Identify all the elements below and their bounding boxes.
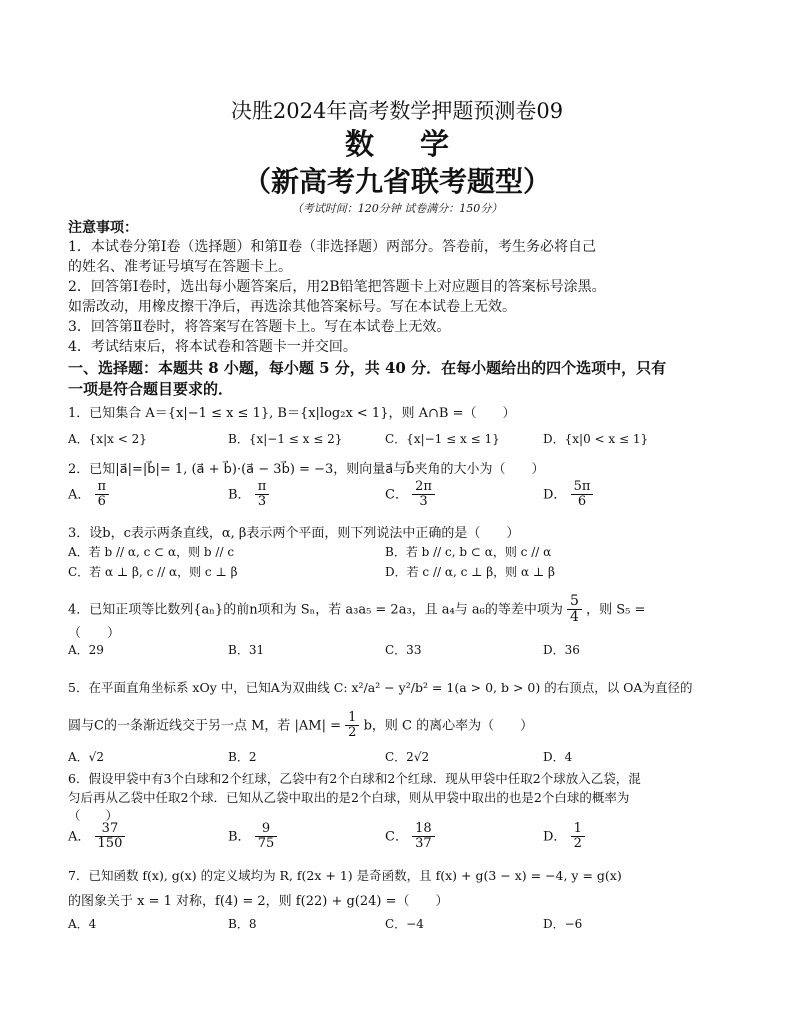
- section-heading-line2: 一项是符合题目要求的．: [68, 380, 234, 398]
- note-1a: 1．本试卷分第Ⅰ卷（选择题）和第Ⅱ卷（非选择题）两部分。答卷前，考生务必将自己: [68, 239, 596, 255]
- q5-option-c: C．2√2: [385, 750, 430, 764]
- q6-a-num: 37: [95, 822, 126, 837]
- note-3: 3．回答第Ⅱ卷时，将答案写在答题卡上。写在本试卷上无效。: [68, 319, 451, 335]
- q6-d-label: D．: [543, 829, 567, 845]
- q6-stem-a: 6．假设甲袋中有3个白球和2个红球，乙袋中有2个白球和2个红球．现从甲袋中任取2个球放入乙袋，混: [68, 771, 641, 786]
- q2-c-fraction: [412, 480, 435, 510]
- q6-b-fraction: [255, 822, 278, 852]
- q5-frac-den: 2: [348, 725, 357, 741]
- q2-a-num: π: [95, 480, 110, 495]
- exam-subtitle: （新高考九省联考题型）: [242, 165, 551, 198]
- q2-option-d: [543, 480, 593, 510]
- q6-option-a: [68, 822, 125, 852]
- q4-frac-num: 5: [567, 594, 582, 610]
- q7-option-b: B．8: [228, 917, 257, 931]
- q6-b-den: 75: [257, 836, 275, 852]
- subject-title: 数 学: [344, 127, 468, 161]
- q2-c-den: 3: [419, 494, 428, 510]
- q2-d-label: D．: [543, 487, 567, 503]
- q5-stem-b2: b，则 C 的离心率为（ ）: [363, 718, 534, 734]
- section-heading-line1: 一、选择题：本题共 8 小题，每小题 5 分，共 40 分．在每小题给出的四个选项中，只有: [68, 359, 667, 377]
- q2-option-c: [385, 480, 435, 510]
- q6-stem-c: （ ）: [68, 808, 119, 823]
- q2-a-den: 6: [97, 494, 106, 510]
- q7-stem-a: 7．已知函数 f(x), g(x) 的定义域均为 R, f(2x + 1) 是奇函数，且 f(x) + g(3 − x) = −4, y = g(x): [68, 868, 622, 883]
- q6-option-d: [543, 822, 585, 852]
- q3-option-d: D．若 c // α, c ⊥ β，则 α ⊥ β: [385, 565, 555, 579]
- q6-b-label: B．: [228, 829, 251, 845]
- q6-b-num: 9: [255, 822, 278, 837]
- q4-fraction: [567, 594, 582, 626]
- q3-option-a: A．若 b // α, c ⊂ α，则 b // c: [68, 545, 235, 559]
- q5-stem-b1: 圆与C的一条渐近线交于另一点 M，若 |AM| =: [68, 718, 342, 734]
- q1-stem: 1．已知集合 A＝{x|−1 ≤ x ≤ 1}, B＝{x|log₂x < 1}，则 A∩B =（ ）: [68, 406, 516, 421]
- q3-option-c: C．若 α ⊥ β, c // α，则 c ⊥ β: [68, 565, 238, 579]
- q4-option-b: B．31: [228, 643, 265, 657]
- q2-option-b: [228, 480, 269, 510]
- exam-info: （考试时间：120分钟 试卷满分：150分）: [291, 202, 503, 215]
- q7-stem-b: 的图象关于 x = 1 对称，f(4) = 2，则 f(22) + g(24) =（ ）: [68, 894, 449, 909]
- q2-b-den: 3: [257, 494, 267, 510]
- q3-stem: 3．设b，c表示两条直线，α, β表示两个平面，则下列说法中正确的是（ ）: [68, 526, 520, 541]
- q6-c-num: 18: [412, 822, 435, 837]
- q6-c-label: C．: [385, 829, 408, 845]
- q6-a-label: A．: [68, 829, 91, 845]
- q6-option-c: [385, 822, 435, 852]
- q2-option-a: [68, 480, 109, 510]
- q2-b-label: B．: [228, 487, 251, 503]
- q5-stem-b: [68, 711, 533, 741]
- q1-option-a: A．{x|x < 2}: [68, 432, 147, 446]
- q6-a-fraction: [95, 822, 126, 852]
- q2-b-num: π: [255, 480, 270, 495]
- q2-b-fraction: [255, 480, 270, 510]
- note-4: 4．考试结束后，将本试卷和答题卡一并交回。: [68, 339, 357, 355]
- q2-d-fraction: [571, 480, 594, 510]
- q5-frac-num: 1: [345, 711, 359, 726]
- q6-c-fraction: [412, 822, 435, 852]
- q2-c-label: C．: [385, 487, 408, 503]
- q4-option-d: D．36: [543, 643, 580, 657]
- q7-option-c: C．−4: [385, 917, 424, 931]
- q6-d-num: 1: [571, 822, 585, 837]
- q1-option-d: D．{x|0 < x ≤ 1}: [543, 432, 649, 446]
- q5-option-d: D．4: [543, 750, 573, 764]
- q5-option-a: A．√2: [68, 750, 104, 764]
- notes-heading: 注意事项：: [68, 220, 138, 236]
- note-1b: 的姓名、准考证号填写在答题卡上。: [68, 259, 292, 275]
- q5-option-b: B．2: [228, 750, 257, 764]
- q2-stem: 2．已知|a⃗|=|b⃗|= 1, (a⃗ + b⃗)·(a⃗ − 3b⃗) = −3，则向量a⃗与b⃗夹角的大小为（ ）: [68, 462, 545, 477]
- q6-stem-b: 匀后再从乙袋中任取2个球．已知从乙袋中取出的是2个白球，则从甲袋中取出的也是2个白球的概率为: [68, 790, 630, 805]
- q2-a-label: A．: [68, 487, 91, 503]
- q6-a-den: 150: [97, 836, 123, 852]
- q4-stem-a: 4．已知正项等比数列{aₙ}的前n项和为 Sₙ，若 a₃a₅ = 2a₃，且 a₄与 a₆的等差中项为: [68, 602, 563, 618]
- q1-option-b: B．{x|−1 ≤ x ≤ 2}: [228, 432, 343, 446]
- q2-d-den: 6: [577, 494, 587, 510]
- q1-option-c: C．{x|−1 ≤ x ≤ 1}: [385, 432, 500, 446]
- q4-stem-b: ，则 S₅ =: [586, 602, 646, 618]
- q4-option-c: C．33: [385, 643, 422, 657]
- q5-fraction: [345, 711, 359, 741]
- note-2a: 2．回答第Ⅰ卷时，选出每小题答案后，用2B铅笔把答题卡上对应题目的答案标号涂黑。: [68, 279, 606, 295]
- q7-option-a: A．4: [68, 917, 97, 931]
- q3-option-b: B．若 b // c, b ⊂ α，则 c // α: [385, 545, 552, 559]
- q2-c-num: 2π: [412, 480, 435, 495]
- q5-stem-a: 5．在平面直角坐标系 xOy 中，已知A为双曲线 C: x²/a² − y²/b² = 1(a > 0, b > 0) 的右顶点，以 OA为直径的: [68, 680, 693, 695]
- q4-stem: [68, 594, 645, 626]
- q4-frac-den: 4: [570, 609, 579, 626]
- q6-d-fraction: [571, 822, 585, 852]
- exam-title: 决胜2024年高考数学押题预测卷09: [230, 99, 564, 123]
- q6-option-b: [228, 822, 277, 852]
- q6-d-den: 2: [573, 836, 582, 852]
- q2-d-num: 5π: [571, 480, 594, 495]
- q4-stem-c: （ ）: [68, 626, 121, 641]
- q7-option-d: D．−6: [543, 917, 583, 931]
- note-2b: 如需改动，用橡皮擦干净后，再选涂其他答案标号。写在本试卷上无效。: [68, 299, 516, 315]
- q4-option-a: A．29: [68, 643, 104, 657]
- q2-a-fraction: [95, 480, 110, 510]
- q6-c-den: 37: [415, 836, 432, 852]
